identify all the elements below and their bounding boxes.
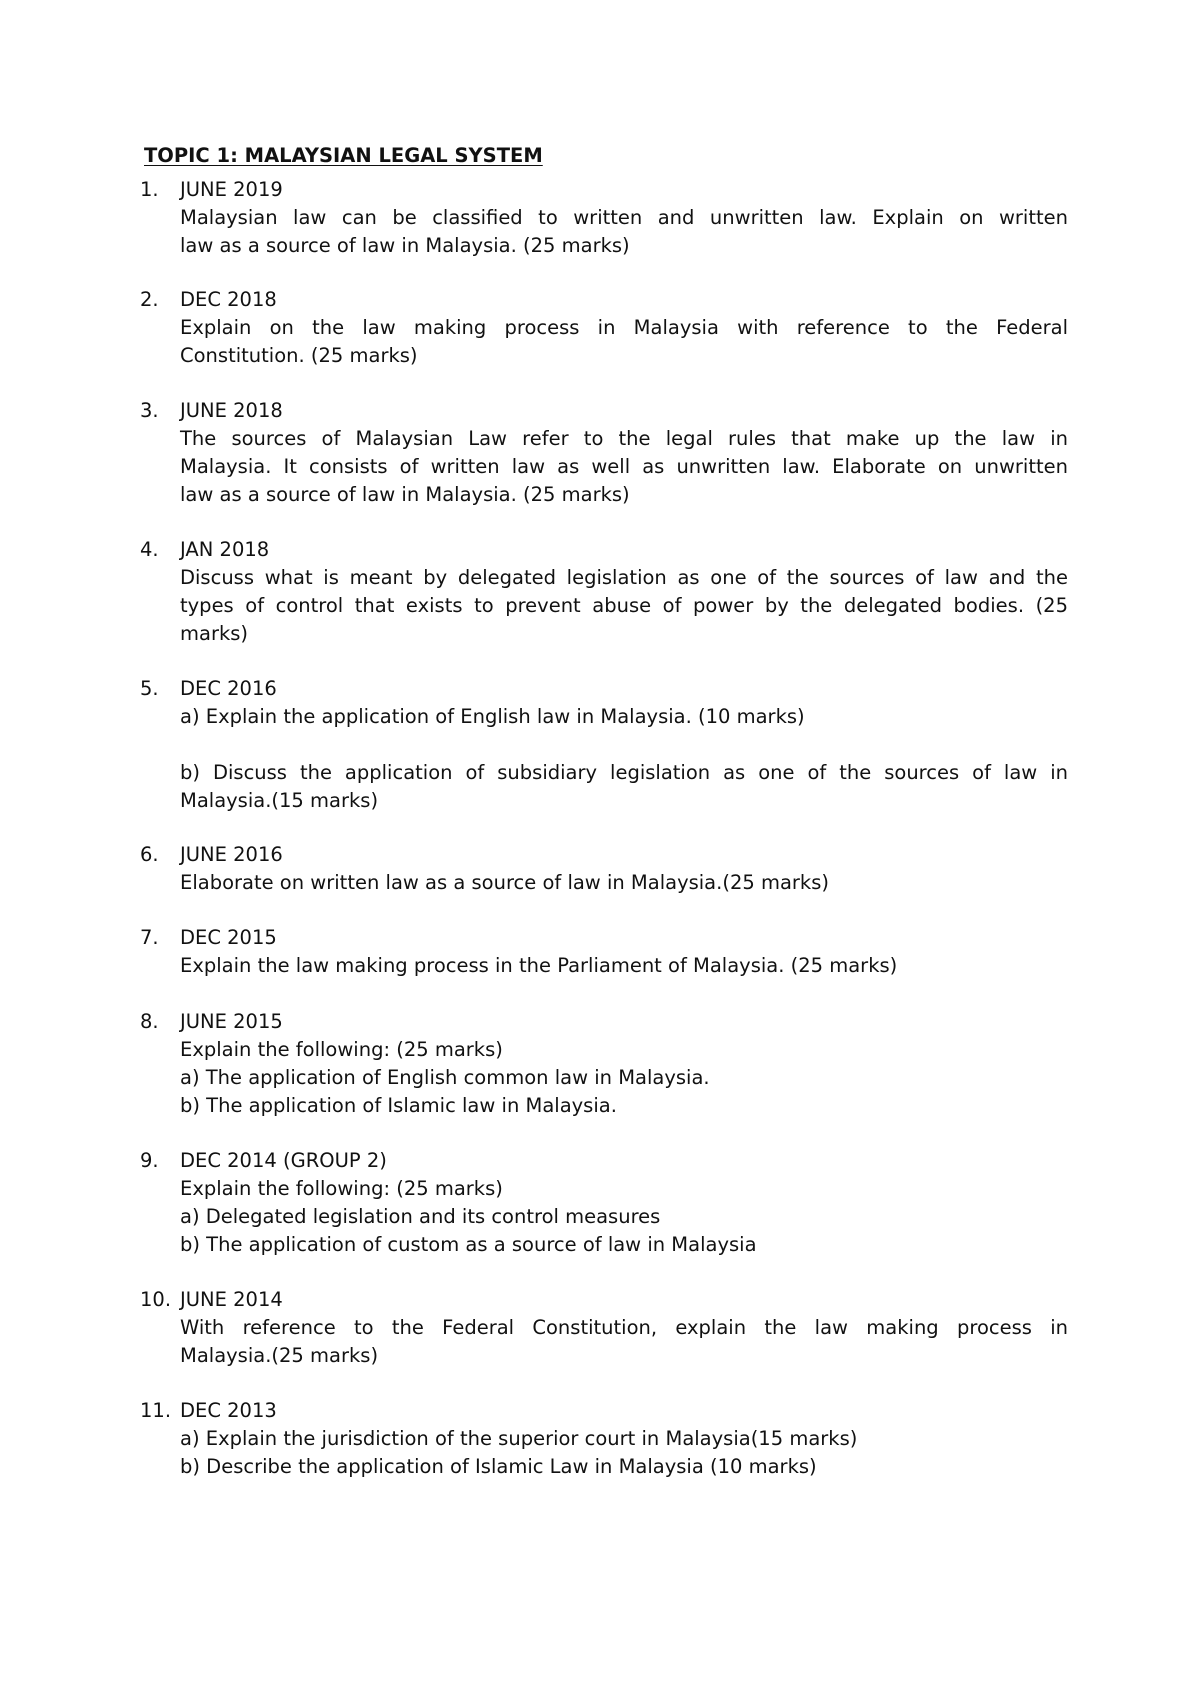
question-text-line: law as a source of law in Malaysia. (25 marks): [180, 483, 630, 506]
question-number: 3.: [140, 399, 159, 422]
question-number: 6.: [140, 843, 159, 866]
question-text-line: Explain the law making process in the Parliament of Malaysia. (25 marks): [180, 954, 898, 977]
question-text-line: Explain the following: (25 marks): [180, 1038, 503, 1061]
question-text-line: Elaborate on written law as a source of law in Malaysia.(25 marks): [180, 871, 829, 894]
question-session: JUNE 2014: [180, 1288, 283, 1311]
question-text-line: b) The application of Islamic law in Malaysia.: [180, 1094, 617, 1117]
list-item: [140, 176, 1068, 260]
list-item: [140, 1397, 1068, 1481]
question-text-line: a) Explain the application of English law in Malaysia. (10 marks): [180, 705, 805, 728]
question-text-line: Malaysian law can be classified to written and unwritten law. Explain on written: [180, 206, 1068, 229]
question-number: 8.: [140, 1010, 159, 1033]
question-number: 4.: [140, 538, 159, 561]
question-text-line: Explain on the law making process in Malaysia with reference to the Federal: [180, 316, 1068, 339]
question-session: JAN 2018: [180, 538, 270, 561]
question-text-line: types of control that exists to prevent abuse of power by the delegated bodies. (25: [180, 594, 1068, 617]
question-number: 11.: [140, 1399, 172, 1422]
list-item: [140, 924, 1068, 980]
list-item: [140, 841, 1068, 897]
question-number: 1.: [140, 178, 159, 201]
question-text-line: law as a source of law in Malaysia. (25 marks): [180, 234, 630, 257]
question-text-line: Malaysia.(15 marks): [180, 789, 379, 812]
question-text-line: Discuss what is meant by delegated legislation as one of the sources of law and the: [180, 566, 1068, 589]
question-number: 10.: [140, 1288, 172, 1311]
question-number: 5.: [140, 677, 159, 700]
question-session: DEC 2018: [180, 288, 277, 311]
question-session: DEC 2014 (GROUP 2): [180, 1149, 387, 1172]
question-session: JUNE 2018: [180, 399, 283, 422]
question-text-line: a) Explain the jurisdiction of the superior court in Malaysia(15 marks): [180, 1427, 858, 1450]
question-session: DEC 2015: [180, 926, 277, 949]
question-number: 7.: [140, 926, 159, 949]
question-text-line: The sources of Malaysian Law refer to the legal rules that make up the law in: [180, 427, 1068, 450]
question-text-line: a) The application of English common law in Malaysia.: [180, 1066, 710, 1089]
question-text-line: marks): [180, 622, 249, 645]
question-text-line: Explain the following: (25 marks): [180, 1177, 503, 1200]
question-text-line: b) The application of custom as a source of law in Malaysia: [180, 1233, 757, 1256]
question-number: 9.: [140, 1149, 159, 1172]
question-text-line: With reference to the Federal Constitution, explain the law making process in: [180, 1316, 1068, 1339]
question-text-line: a) Delegated legislation and its control measures: [180, 1205, 661, 1228]
list-item: [140, 1286, 1068, 1370]
question-text-line: Malaysia.(25 marks): [180, 1344, 379, 1367]
question-session: JUNE 2019: [180, 178, 283, 201]
question-text-line: b) Discuss the application of subsidiary legislation as one of the sources of law in: [180, 761, 1068, 784]
question-text-line: Constitution. (25 marks): [180, 344, 418, 367]
question-session: DEC 2013: [180, 1399, 277, 1422]
page-title: TOPIC 1: MALAYSIAN LEGAL SYSTEM: [144, 144, 543, 167]
list-item: [140, 536, 1068, 648]
question-session: JUNE 2015: [180, 1010, 283, 1033]
paragraph-gap: [180, 731, 1068, 759]
list-item: [140, 286, 1068, 370]
list-item: [140, 397, 1068, 509]
list-item: [140, 675, 1068, 815]
question-session: DEC 2016: [180, 677, 277, 700]
question-session: JUNE 2016: [180, 843, 283, 866]
question-number: 2.: [140, 288, 159, 311]
list-item: [140, 1008, 1068, 1120]
question-text-line: b) Describe the application of Islamic Law in Malaysia (10 marks): [180, 1455, 817, 1478]
question-text-line: Malaysia. It consists of written law as well as unwritten law. Elaborate on unwritten: [180, 455, 1068, 478]
list-item: [140, 1147, 1068, 1259]
